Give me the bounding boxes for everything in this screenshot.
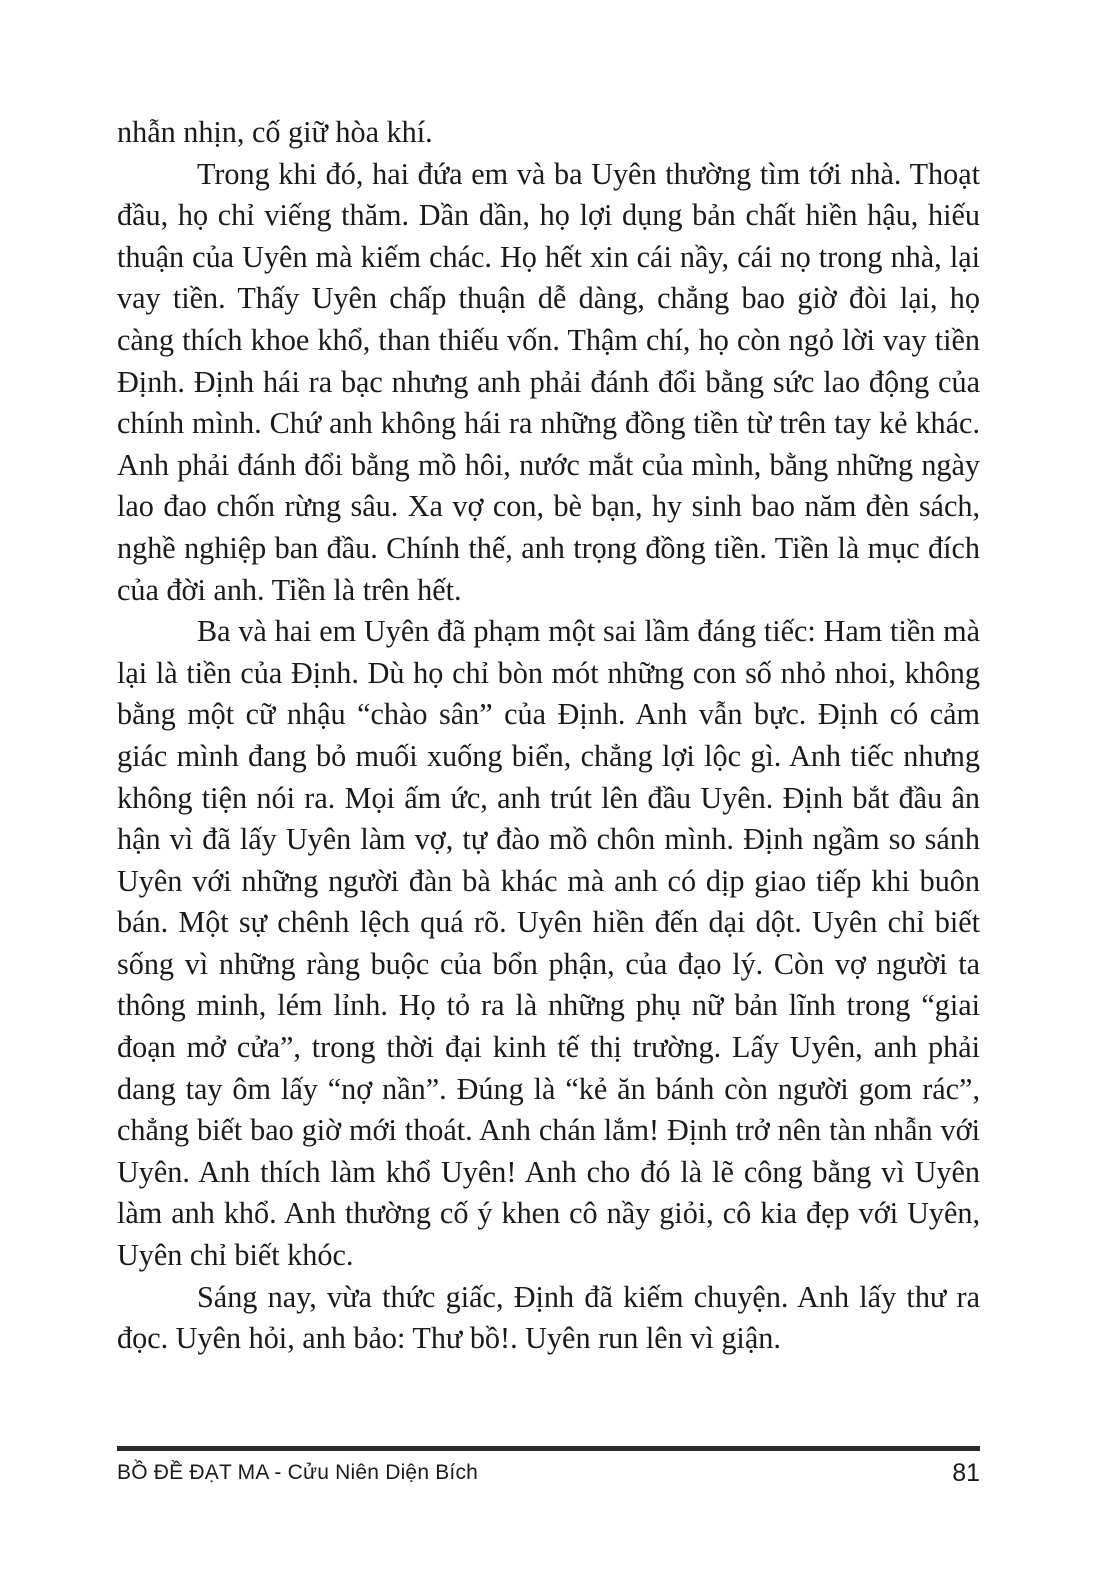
paragraph-4: Sáng nay, vừa thức giấc, Định đã kiếm chuyện. Anh lấy thư ra đọc. Uyên hỏi, anh bảo: Thư bồ!. Uyên run lên vì giận.: [117, 1279, 980, 1356]
paragraph-3: Ba và hai em Uyên đã phạm một sai lầm đáng tiếc: Ham tiền mà lại là tiền của Định. Dù họ chỉ bòn mót những con số nhỏ nhoi, không bằng một cữ nhậu “chào sân” của Định. Anh vẫn bực. Định có cảm giác mình đang bỏ muối xuống biển, chẳng lợi lộc gì. Anh tiếc nhưng không tiện nói ra. Mọi ấm ức, anh trút lên đầu Uyên. Định bắt đầu ân hận vì đã lấy Uyên làm vợ, tự đào mồ chôn mình. Định ngầm so sánh Uyên với những người đàn bà khác mà anh có dịp giao tiếp khi buôn bán. Một sự chênh lệch quá rõ. Uyên hiền đến dại dột. Uyên chỉ biết sống vì những ràng buộc của bổn phận, của đạo lý. Còn vợ người ta thông minh, lém lỉnh. Họ tỏ ra là những phụ nữ bản lĩnh trong “giai đoạn mở cửa”, trong thời đại kinh tế thị trường. Lấy Uyên, anh phải dang tay ôm lấy “nợ nần”. Đúng là “kẻ ăn bánh còn người gom rác”, chẳng biết bao giờ mới thoát. Anh chán lắm! Định trở nên tàn nhẫn với Uyên. Anh thích làm khổ Uyên! Anh cho đó là lẽ công bằng vì Uyên làm anh khổ. Anh thường cố ý khen cô nầy giỏi, cô kia đẹp với Uyên, Uyên chỉ biết khóc.: [117, 614, 980, 1273]
page-number: 81: [952, 1458, 980, 1487]
paragraph-2: Trong khi đó, hai đứa em và ba Uyên thường tìm tới nhà. Thoạt đầu, họ chỉ viếng thăm. Dần dần, họ lợi dụng bản chất hiền hậu, hiếu thuận của Uyên mà kiếm chác. Họ hết xin cái nầy, cái nọ trong nhà, lại vay tiền. Thấy Uyên chấp thuận dễ dàng, chẳng bao giờ đòi lại, họ càng thích khoe khổ, than thiếu vốn. Thậm chí, họ còn ngỏ lời vay tiền Định. Định hái ra bạc nhưng anh phải đánh đổi bằng sức lao động của chính mình. Chứ anh không hái ra những đồng tiền từ trên tay kẻ khác. Anh phải đánh đổi bằng mồ hôi, nước mắt của mình, bằng những ngày lao đao chốn rừng sâu. Xa vợ con, bè bạn, hy sinh bao năm đèn sách, nghề nghiệp ban đầu. Chính thế, anh trọng đồng tiền. Tiền là mục đích của đời anh. Tiền là trên hết.: [117, 156, 980, 607]
page-body: [117, 112, 980, 1360]
footer-divider: [117, 1446, 980, 1451]
page-footer: [117, 1455, 980, 1491]
paragraph-1: nhẫn nhịn, cố giữ hòa khí.: [117, 115, 433, 149]
book-title: BỒ ĐỀ ĐẠT MA - Cửu Niên Diện Bích: [117, 1461, 479, 1484]
